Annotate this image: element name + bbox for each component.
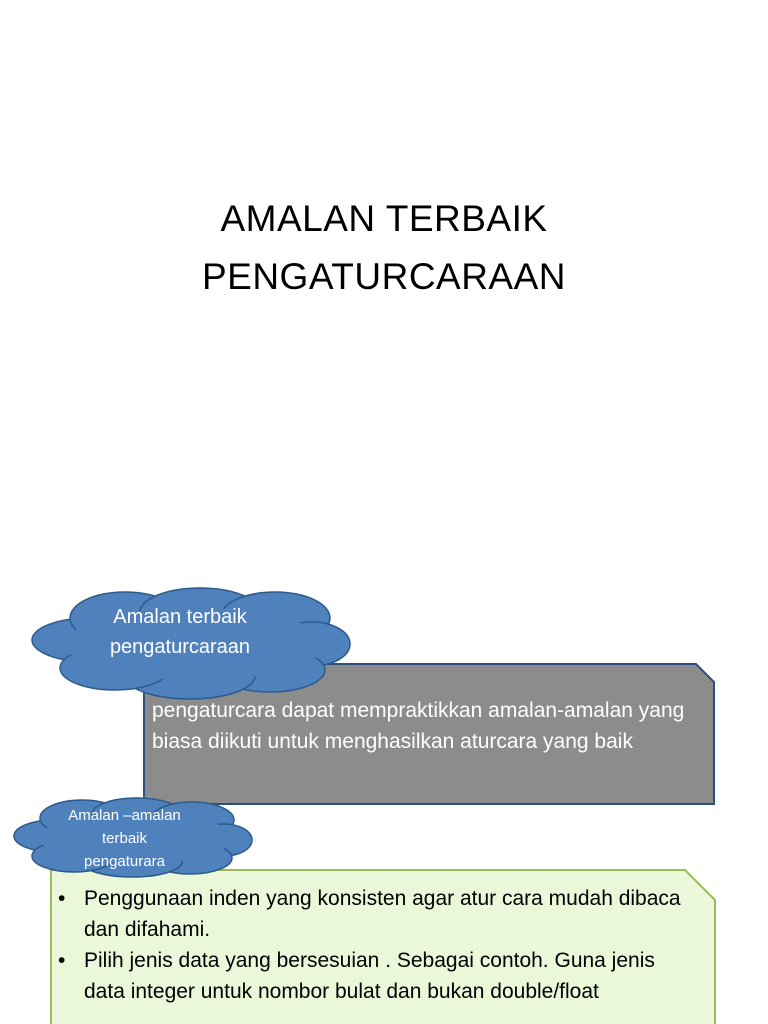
slide-title [0, 190, 768, 306]
bullet-icon: • [58, 949, 66, 972]
cloud-callout-top [30, 586, 352, 702]
cloud-top-line-2: pengaturcaraan [109, 636, 251, 658]
cloud-top-line-1: Amalan terbaik [113, 606, 247, 628]
list-item [56, 883, 696, 945]
list-item-text: Pilih jenis data yang bersesuian . Sebagai contoh. Guna jenis data integer untuk nombor bulat dan bukan double/float [84, 949, 655, 1003]
definition-text: pengaturcara dapat mempraktikkan amalan-amalan yang biasa diikuti untuk menghasilkan aturcara yang baik [152, 699, 685, 753]
bullet-icon: • [58, 887, 66, 910]
practices-list [56, 883, 696, 1007]
cloud-callout-bottom [12, 796, 254, 878]
cloud-bottom-line-2: terbaik [101, 830, 148, 847]
list-item [56, 945, 696, 1007]
cloud-bottom-line-3: pengaturara [84, 853, 165, 870]
cloud-bottom-line-1: Amalan –amalan [68, 807, 181, 824]
title-line-1: AMALAN TERBAIK [220, 198, 548, 239]
list-item-text: Penggunaan inden yang konsisten agar atur cara mudah dibaca dan difahami. [84, 887, 681, 941]
title-line-2: PENGATURCARAAN [201, 256, 567, 297]
cloud-bottom-text [42, 804, 207, 873]
cloud-top-text [70, 602, 290, 662]
